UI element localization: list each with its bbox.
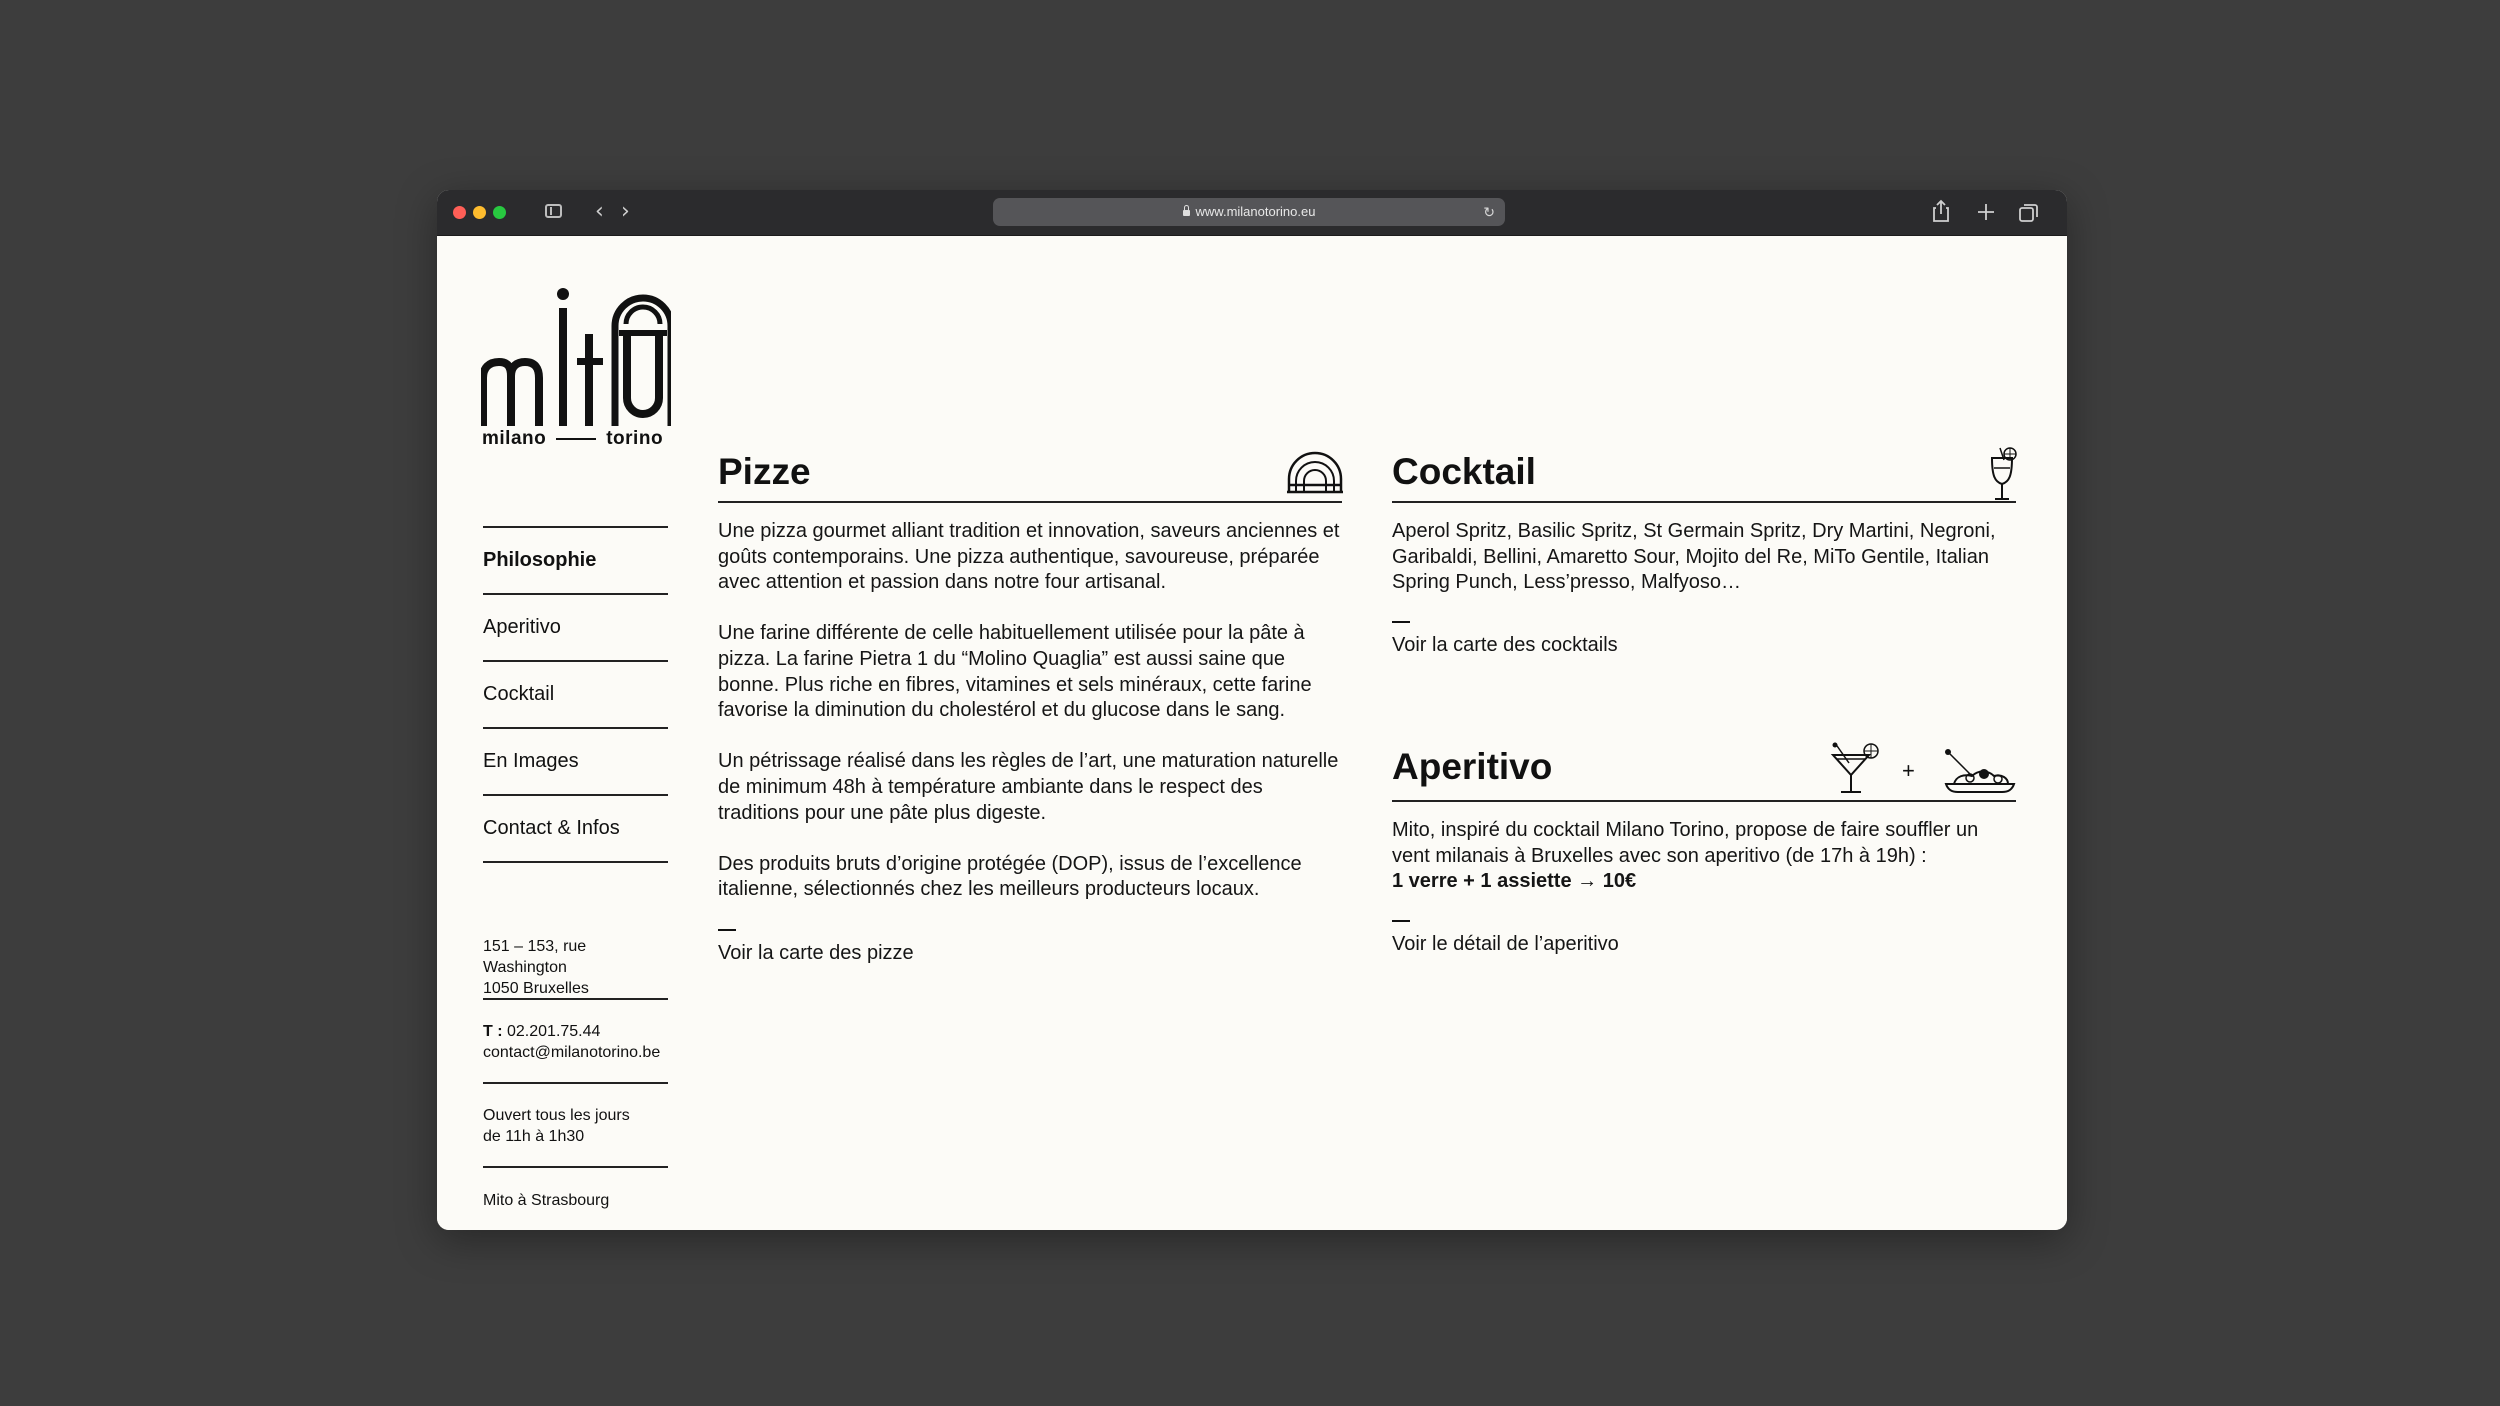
logo-dash — [556, 438, 596, 440]
pizze-paragraph: Des produits bruts d’origine protégée (DOP), issus de l’excellence italienne, sélectionnés chez les meilleurs producteurs locaux. — [718, 852, 1302, 901]
cocktail-title: Cocktail — [1392, 451, 1536, 492]
hours-line: de 11h à 1h30 — [483, 1128, 585, 1145]
browser-titlebar — [437, 190, 2067, 236]
nav-item-cocktail[interactable]: Cocktail — [483, 660, 668, 727]
pizze-title: Pizze — [718, 451, 811, 492]
cocktail-section — [1392, 446, 2017, 696]
martini-glass-icon — [1827, 741, 1883, 795]
nav-divider — [483, 861, 668, 863]
strasbourg-link[interactable]: Mito à Strasbourg — [483, 1192, 610, 1209]
aperitivo-title: Aperitivo — [1392, 746, 1553, 787]
pizze-menu-link[interactable]: Voir la carte des pizze — [718, 941, 914, 964]
aperitivo-offer: 1 verre + 1 assiette → 10€ — [1392, 870, 1637, 893]
aperitivo-section — [1392, 741, 2017, 1001]
address-line: 151 – 153, rue Washington — [483, 938, 587, 976]
info-divider — [483, 1166, 668, 1168]
url-text: www.milanotorino.eu — [1195, 204, 1316, 219]
pizze-body — [718, 519, 1342, 966]
logo-subtitle — [482, 428, 663, 450]
pizze-paragraph: Un pétrissage réalisé dans les règles de l’art, une maturation naturelle de minimum 48h à température ambiante dans le respect des traditions pour une pâte plus digeste. — [718, 750, 1339, 824]
email-link[interactable]: contact@milanotorino.be — [483, 1044, 661, 1061]
nav-item-aperitivo[interactable]: Aperitivo — [483, 593, 668, 660]
pizze-section — [718, 451, 1343, 1051]
link-dash — [1392, 621, 1410, 623]
nav-item-en-images[interactable]: En Images — [483, 727, 668, 794]
pizze-paragraph: Une pizza gourmet alliant tradition et innovation, saveurs anciennes et goûts contemporains. Une pizza authentique, savoureuse, préparée avec attention et passion dans notre four artisanal. — [718, 520, 1340, 594]
info-divider — [483, 1082, 668, 1084]
link-dash — [718, 929, 736, 931]
pizze-rule — [718, 501, 1342, 503]
tab-overview-icon[interactable] — [2018, 202, 2040, 224]
new-tab-icon[interactable] — [1976, 202, 1996, 222]
back-icon[interactable]: ‹ — [595, 199, 604, 224]
main-nav — [483, 526, 668, 863]
page-content — [437, 236, 2067, 1230]
aperitivo-rule — [1392, 800, 2016, 802]
plate-icon — [1942, 746, 2018, 794]
close-window-button[interactable] — [453, 206, 466, 219]
aperitivo-body — [1392, 818, 2016, 958]
hours-block — [483, 1105, 668, 1147]
info-divider — [483, 998, 668, 1000]
plus-sign: + — [1902, 758, 1915, 783]
zoom-window-button[interactable] — [493, 206, 506, 219]
logo-milano: milano — [482, 428, 547, 449]
pizza-oven-icon — [1286, 451, 1344, 495]
nav-item-contact[interactable]: Contact & Infos — [483, 794, 668, 861]
phone-label: T : — [483, 1023, 503, 1040]
cocktail-menu-link[interactable]: Voir la carte des cocktails — [1392, 634, 1618, 657]
address-bar[interactable] — [993, 198, 1505, 226]
forward-icon[interactable]: › — [621, 199, 630, 224]
share-icon[interactable] — [1931, 199, 1951, 223]
cocktail-body — [1392, 519, 2016, 659]
logo-torino: torino — [606, 428, 664, 449]
aperitivo-text: Mito, inspiré du cocktail Milano Torino, propose de faire souffler un vent milanais à Bruxelles avec son aperitivo (de 17h à 19h) : — [1392, 819, 1979, 867]
cocktail-glass-icon — [1986, 446, 2018, 502]
contact-block — [483, 1021, 668, 1063]
nav-item-philosophie[interactable]: Philosophie — [483, 526, 668, 593]
browser-window — [437, 190, 2067, 1230]
address-block — [483, 936, 668, 999]
link-dash — [1392, 920, 1410, 922]
minimize-window-button[interactable] — [473, 206, 486, 219]
hours-line: Ouvert tous les jours — [483, 1107, 630, 1124]
reload-icon[interactable]: ↻ — [1483, 204, 1495, 220]
phone-number[interactable]: 02.201.75.44 — [507, 1023, 601, 1040]
cocktail-rule — [1392, 501, 2016, 503]
cocktail-list: Aperol Spritz, Basilic Spritz, St Germain Spritz, Dry Martini, Negroni, Garibaldi, Bellini, Amaretto Sour, Mojito del Re, MiTo Gentile, Italian Spring Punch, Less’presso, Malfyoso… — [1392, 520, 1996, 594]
city-line: 1050 Bruxelles — [483, 980, 589, 997]
aperitivo-detail-link[interactable]: Voir le détail de l’aperitivo — [1392, 933, 1619, 956]
sidebar-toggle-icon[interactable] — [545, 204, 562, 218]
lock-icon — [1183, 210, 1190, 216]
pizze-paragraph: Une farine différente de celle habituellement utilisée pour la pâte à pizza. La farine Pietra 1 du “Molino Quaglia” est aussi saine que bonne. Plus riche en fibres, vitamines et sels minéraux, cette farine favorise la diminution du cholestérol et du glucose dans le sang. — [718, 622, 1312, 722]
